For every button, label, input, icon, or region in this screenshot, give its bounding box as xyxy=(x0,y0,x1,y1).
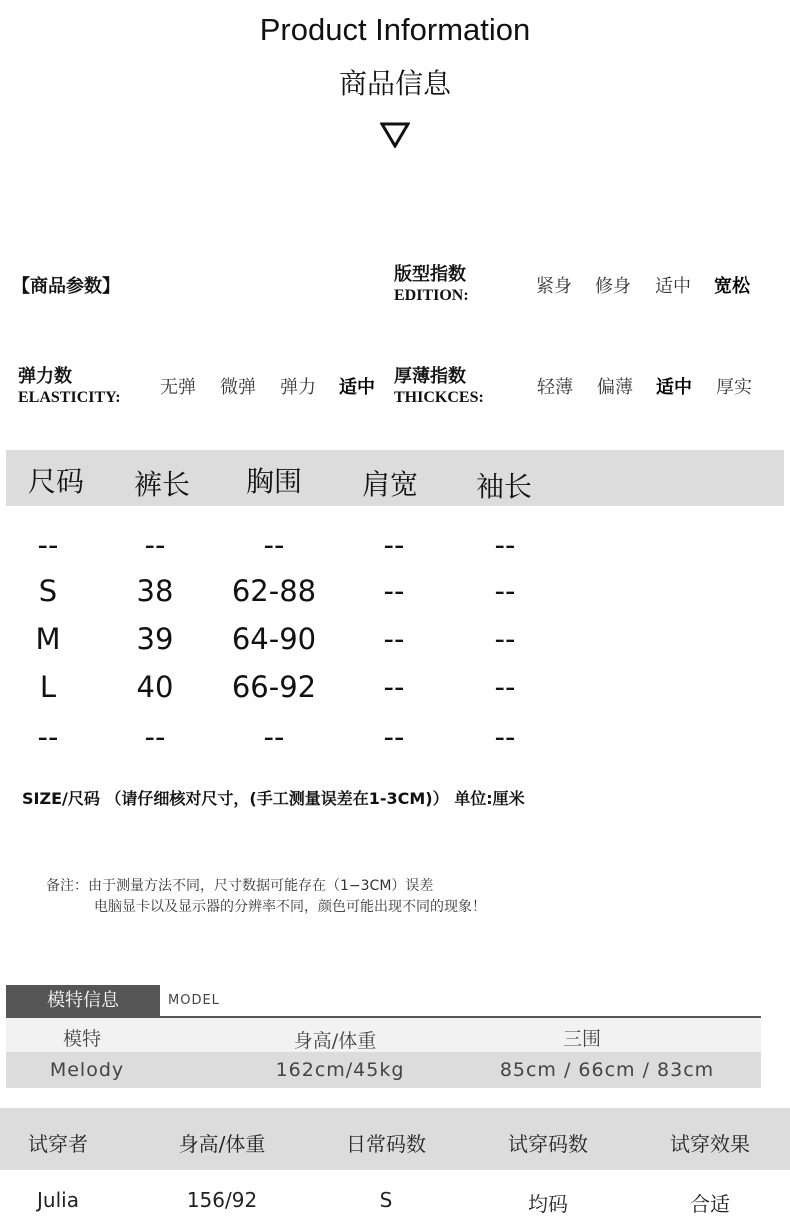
size-table-cell: -- xyxy=(494,528,516,562)
thickness-label-en: THICKCES: xyxy=(394,389,484,406)
try-on-cell: S xyxy=(379,1188,393,1212)
edition-option: 紧身 xyxy=(536,276,572,297)
try-on-cell: Julia xyxy=(37,1188,79,1212)
size-table-cell: -- xyxy=(494,720,516,754)
size-table-cell: -- xyxy=(494,622,516,656)
edition-label xyxy=(394,264,469,306)
elasticity-option: 微弹 xyxy=(220,377,256,398)
size-table-cell: 62-88 xyxy=(231,574,317,608)
size-table-cell: 64-90 xyxy=(231,622,317,656)
elasticity-label-cn: 弹力数 xyxy=(18,366,72,387)
size-table-cell: -- xyxy=(263,528,285,562)
size-table-cell: M xyxy=(35,622,61,656)
edition-option: 修身 xyxy=(595,276,631,297)
size-table-cell: -- xyxy=(494,670,516,704)
model-header-cell: 三围 xyxy=(562,1028,601,1050)
remark-line-1: 备注：由于测量方法不同，尺寸数据可能存在（1−3CM）误差 xyxy=(46,878,434,894)
edition-option: 适中 xyxy=(655,276,691,297)
size-table-cell: -- xyxy=(37,528,59,562)
try-on-header-cell: 身高/体重 xyxy=(178,1132,266,1156)
size-table-cell: -- xyxy=(263,720,285,754)
page-title-cn: 商品信息 xyxy=(338,67,451,100)
try-on-header-cell: 试穿码数 xyxy=(508,1132,588,1156)
edition-option-selected: 宽松 xyxy=(714,276,750,297)
size-table-cell: 39 xyxy=(136,622,174,656)
size-header-cell: 肩宽 xyxy=(362,468,419,501)
model-cell: Melody xyxy=(49,1059,125,1081)
size-table-cell: -- xyxy=(144,720,166,754)
elasticity-option: 无弹 xyxy=(160,377,196,398)
size-table-cell: 38 xyxy=(136,574,174,608)
size-table-cell: -- xyxy=(494,574,516,608)
page-title-en: Product Information xyxy=(259,12,531,47)
size-table-cell: -- xyxy=(144,528,166,562)
params-heading: 【商品参数】 xyxy=(12,276,120,297)
size-table-cell: 40 xyxy=(136,670,174,704)
size-table-cell: 66-92 xyxy=(231,670,317,704)
try-on-cell: 合适 xyxy=(690,1192,730,1216)
elasticity-option: 弹力 xyxy=(280,377,316,398)
model-cell: 85cm / 66cm / 83cm xyxy=(499,1059,715,1081)
size-header-cell: 袖长 xyxy=(476,470,533,503)
thickness-option: 轻薄 xyxy=(537,377,573,398)
size-table-cell: -- xyxy=(383,622,405,656)
edition-label-en: EDITION: xyxy=(394,287,469,304)
edition-label-cn: 版型指数 xyxy=(394,264,466,285)
triangle-down-icon xyxy=(380,122,410,148)
try-on-header-cell: 试穿者 xyxy=(28,1132,88,1156)
size-table-cell: -- xyxy=(383,720,405,754)
try-on-cell: 均码 xyxy=(528,1192,568,1216)
thickness-label-cn: 厚薄指数 xyxy=(394,366,466,387)
model-info-tab-en: MODEL xyxy=(168,993,220,1008)
thickness-option: 厚实 xyxy=(716,377,752,398)
size-table-body xyxy=(0,528,790,778)
thickness-option: 偏薄 xyxy=(597,377,633,398)
size-header-cell: 尺码 xyxy=(28,465,85,498)
thickness-option-selected: 适中 xyxy=(656,377,692,398)
size-table-cell: -- xyxy=(383,528,405,562)
try-on-cell: 156/92 xyxy=(186,1188,258,1212)
remark-line-2: 电脑显卡以及显示器的分辨率不同，颜色可能出现不同的现象！ xyxy=(94,899,486,915)
size-table-cell: -- xyxy=(37,720,59,754)
model-info-tab: 模特信息 xyxy=(6,985,160,1017)
size-table-cell: -- xyxy=(383,574,405,608)
remark xyxy=(46,876,486,918)
elasticity-label xyxy=(18,366,121,408)
thickness-label xyxy=(394,366,484,408)
elasticity-label-en: ELASTICITY: xyxy=(18,389,121,406)
size-table-cell: -- xyxy=(383,670,405,704)
try-on-header-cell: 试穿效果 xyxy=(670,1132,750,1156)
size-table-cell: S xyxy=(38,574,58,608)
try-on-header-cell: 日常码数 xyxy=(346,1132,426,1156)
size-note: SIZE/尺码 （请仔细核对尺寸，(手工测量误差在1-3CM)） 单位:厘米 xyxy=(22,789,525,808)
size-header-cell: 裤长 xyxy=(134,468,191,501)
model-header-cell: 身高/体重 xyxy=(293,1030,377,1052)
size-header-cell: 胸围 xyxy=(246,465,303,498)
size-table-cell: L xyxy=(39,670,57,704)
model-header-cell: 模特 xyxy=(62,1028,101,1050)
elasticity-option-selected: 适中 xyxy=(339,377,375,398)
model-cell: 162cm/45kg xyxy=(275,1059,405,1081)
